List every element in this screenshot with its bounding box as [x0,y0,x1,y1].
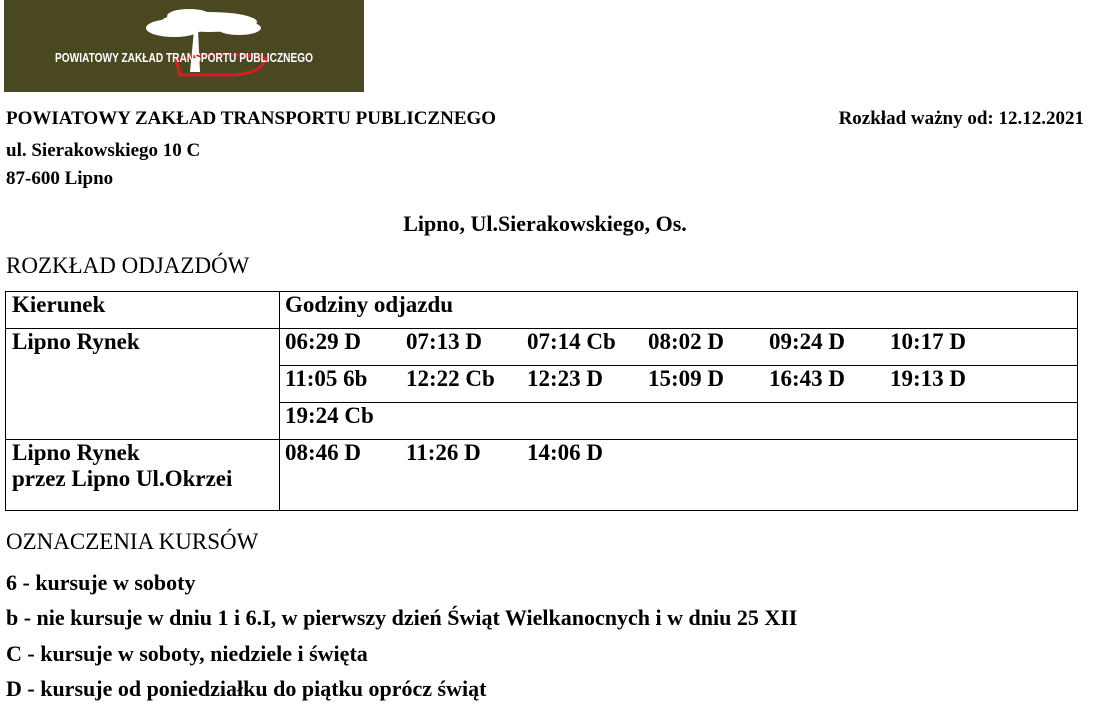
company-logo [4,0,364,92]
departure-time: 16:43 D [769,366,846,391]
schedule-title: ROZKŁAD ODJAZDÓW [6,253,250,278]
departure-time: 09:24 D [769,329,846,354]
column-header-times: Godziny odjazdu [280,292,1078,329]
stop-name: Lipno, Ul.Sierakowskiego, Os. [403,211,687,236]
route-direction [6,440,280,511]
logo-text: POWIATOWY ZAKŁAD TRANSPORTU PUBLICZNEGO [54,50,314,65]
organization-city: 87-600 Lipno [6,168,114,189]
legend-item: D - kursuje od poniedziałku do piątku oprócz świąt [6,676,487,701]
departure-time: 12:22 Cb [406,366,495,391]
table-row [6,329,1078,366]
route-direction [6,329,280,440]
departure-times-row [280,403,1078,440]
legend-item: C - kursuje w soboty, niedziele i święta [6,641,368,666]
valid-from-date: Rozkład ważny od: 12.12.2021 [838,108,1084,129]
departure-time: 19:13 D [890,366,967,391]
organization-name: POWIATOWY ZAKŁAD TRANSPORTU PUBLICZNEGO [6,108,497,129]
departure-time: 10:17 D [890,329,967,354]
direction-label: Lipno Rynek [12,329,140,354]
departure-times-row [280,329,1078,366]
legend-item: 6 - kursuje w soboty [6,570,196,595]
direction-label: Lipno Rynek [12,440,140,465]
departure-time: 15:09 D [648,366,725,391]
tree-logo-icon [4,0,364,92]
departure-time: 07:13 D [406,329,483,354]
table-header-row [6,292,1078,329]
departure-times-row [280,440,1078,511]
departure-time: 08:02 D [648,329,725,354]
departure-time: 14:06 D [527,440,604,465]
departure-time: 11:26 D [406,440,481,465]
departure-time: 11:05 6b [285,366,368,391]
departure-time: 19:24 Cb [285,403,374,428]
departure-time: 06:29 D [285,329,362,354]
departure-times-row [280,366,1078,403]
legend-title: OZNACZENIA KURSÓW [6,529,259,554]
departure-time: 08:46 D [285,440,362,465]
column-header-direction: Kierunek [6,292,280,329]
direction-via-label: przez Lipno Ul.Okrzei [12,466,233,491]
departures-table [5,291,1078,511]
departure-time: 12:23 D [527,366,604,391]
organization-street: ul. Sierakowskiego 10 C [6,140,201,161]
legend-item: b - nie kursuje w dniu 1 i 6.I, w pierwszy dzień Świąt Wielkanocnych i w dniu 25 XII [6,605,798,630]
table-row [6,440,1078,511]
departure-time: 07:14 Cb [527,329,616,354]
